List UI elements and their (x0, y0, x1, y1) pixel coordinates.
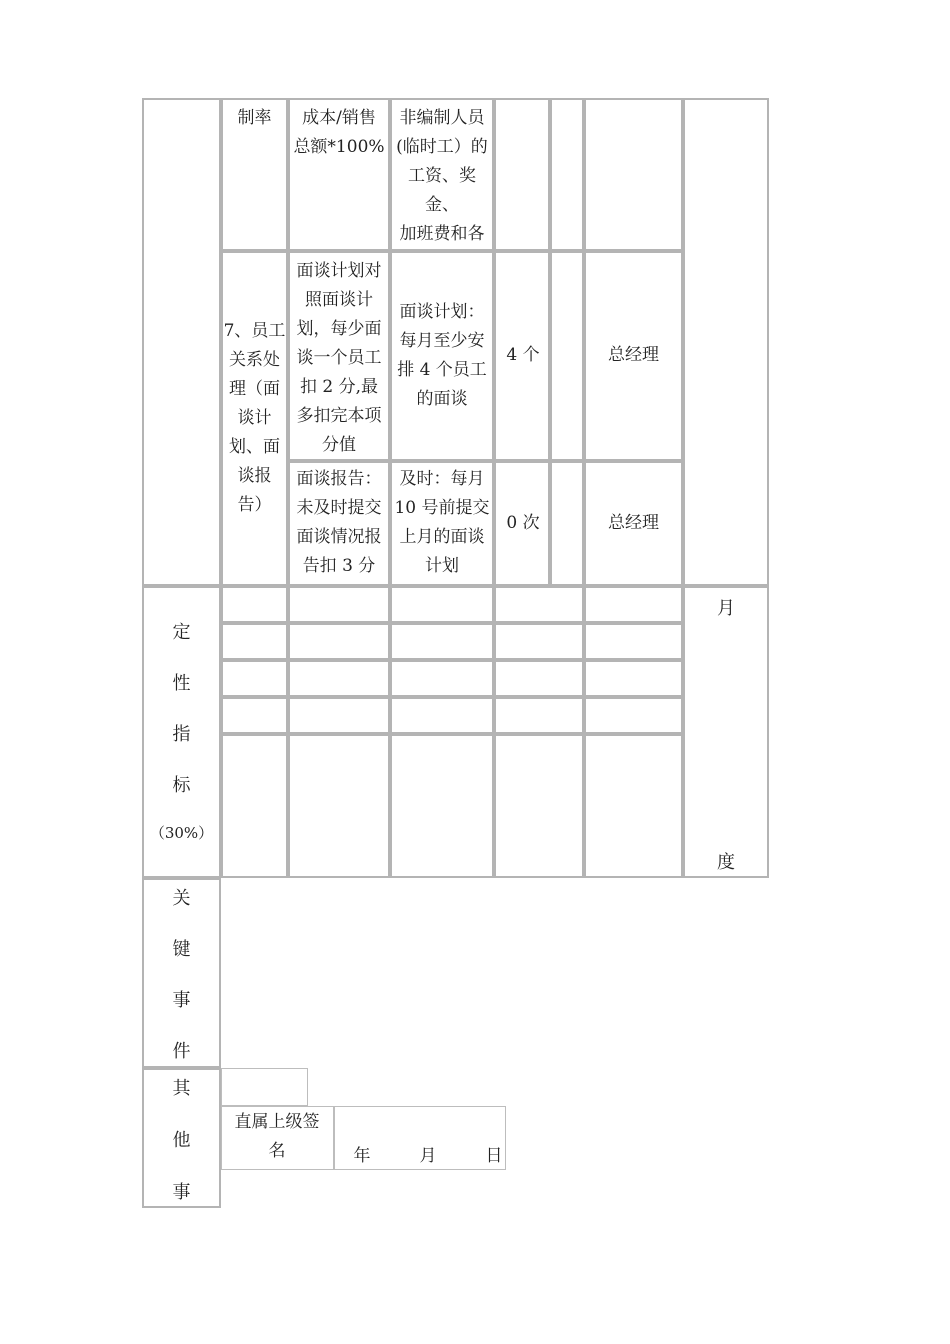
row7-sub1-target-cell (494, 251, 550, 461)
q-r2-c4 (494, 623, 584, 660)
row-cont-item-cell (221, 98, 288, 251)
row-cont-formula-cell (288, 98, 390, 251)
q-r3-c4 (494, 660, 584, 697)
q-r5-c4 (494, 734, 584, 878)
key-events-char-4: 件 (172, 1041, 191, 1062)
q-r3-c1 (221, 660, 288, 697)
q-r4-c3 (390, 697, 494, 734)
q-r3-c2 (288, 660, 390, 697)
q-r3-c5 (584, 660, 683, 697)
row7-sub1-standard-cell (288, 251, 390, 461)
q-r5-c3 (390, 734, 494, 878)
col1-left-block (142, 98, 221, 586)
qualitative-char-3: 指 (172, 724, 191, 745)
date-year: 年 (353, 1146, 371, 1166)
key-events-char-2: 键 (172, 939, 191, 960)
q-r1-c4 (494, 586, 584, 623)
row7-sub2-standard: 面谈报告： 未及时提交 面谈情况报 告扣 3 分 (296, 469, 382, 576)
q-r3-c3 (390, 660, 494, 697)
q-r4-c2 (288, 697, 390, 734)
cycle-bottom: 度 (717, 852, 735, 873)
row-cont-reviewer-cell (584, 98, 683, 251)
qualitative-char-2: 性 (172, 673, 191, 694)
other-small-cell (221, 1068, 308, 1106)
row7-sub1-definition-cell (390, 251, 494, 461)
row7-sub1-reviewer-cell (584, 251, 683, 461)
row-cont-target-cell (494, 98, 550, 251)
row-cont-definition: 非编制人员 (临时工）的 工资、奖金、 加班费和各 (396, 108, 488, 244)
row7-sub1-definition: 面谈计划： 每月至少安 排 4 个员工 的面谈 (397, 302, 487, 409)
q-r4-c1 (221, 697, 288, 734)
row7-sub1-score-cell (550, 251, 584, 461)
row7-sub2-reviewer-cell (584, 461, 683, 586)
row7-item: 7、员工 关系处 理（面 谈计 划、面 谈报 告） (223, 321, 286, 515)
qualitative-char-4: 标 (172, 775, 191, 796)
q-r1-c2 (288, 586, 390, 623)
date-month: 月 (419, 1146, 437, 1166)
key-events-char-1: 关 (172, 888, 191, 909)
key-events-label-cell (142, 878, 221, 1068)
row7-sub2-definition-cell (390, 461, 494, 586)
other-label-cell (142, 1068, 221, 1208)
qualitative-cycle-cell (683, 586, 769, 878)
row-cont-score-cell (550, 98, 584, 251)
q-r5-c5 (584, 734, 683, 878)
q-r2-c1 (221, 623, 288, 660)
q-r5-c1 (221, 734, 288, 878)
row7-sub1-reviewer: 总经理 (608, 345, 659, 365)
row7-sub2-definition: 及时：每月 10 号前提交 上月的面谈 计划 (394, 469, 490, 576)
row7-sub1-standard: 面谈计划对 照面谈计 划，每少面 谈一个员工 扣 2 分,最 多扣完本项 分值 (296, 261, 382, 455)
q-r1-c1 (221, 586, 288, 623)
row7-sub2-score-cell (550, 461, 584, 586)
cycle-top: 月 (717, 598, 735, 619)
q-r2-c3 (390, 623, 494, 660)
q-r2-c5 (584, 623, 683, 660)
other-char-1: 其 (172, 1078, 191, 1099)
q-r2-c2 (288, 623, 390, 660)
other-char-3: 事 (172, 1182, 191, 1203)
row7-sub2-standard-cell (288, 461, 390, 586)
q-r4-c5 (584, 697, 683, 734)
row7-item-cell (221, 251, 288, 586)
q-r4-c4 (494, 697, 584, 734)
row7-sub1-target: 4 个 (506, 345, 540, 365)
row7-sub2-target-cell (494, 461, 550, 586)
qualitative-pct: （30%） (149, 824, 214, 842)
other-char-2: 他 (172, 1130, 191, 1151)
key-events-char-3: 事 (172, 990, 191, 1011)
row7-sub2-target: 0 次 (506, 513, 540, 533)
supervisor-signature-label-cell (221, 1106, 334, 1170)
signature-date-cell (334, 1106, 506, 1170)
row-cont-definition-cell (390, 98, 494, 251)
q-r1-c5 (584, 586, 683, 623)
row-cont-formula: 成本/销售 总额*100% (293, 108, 385, 157)
supervisor-signature-label: 直属上级签 名 (234, 1112, 320, 1161)
date-day: 日 (485, 1146, 503, 1166)
q-r1-c3 (390, 586, 494, 623)
row-cont-item: 制率 (237, 108, 272, 128)
qualitative-char-1: 定 (172, 622, 191, 643)
q-r5-c2 (288, 734, 390, 878)
col-last-upper (683, 98, 769, 586)
qualitative-label-cell (142, 586, 221, 878)
row7-sub2-reviewer: 总经理 (608, 513, 659, 533)
